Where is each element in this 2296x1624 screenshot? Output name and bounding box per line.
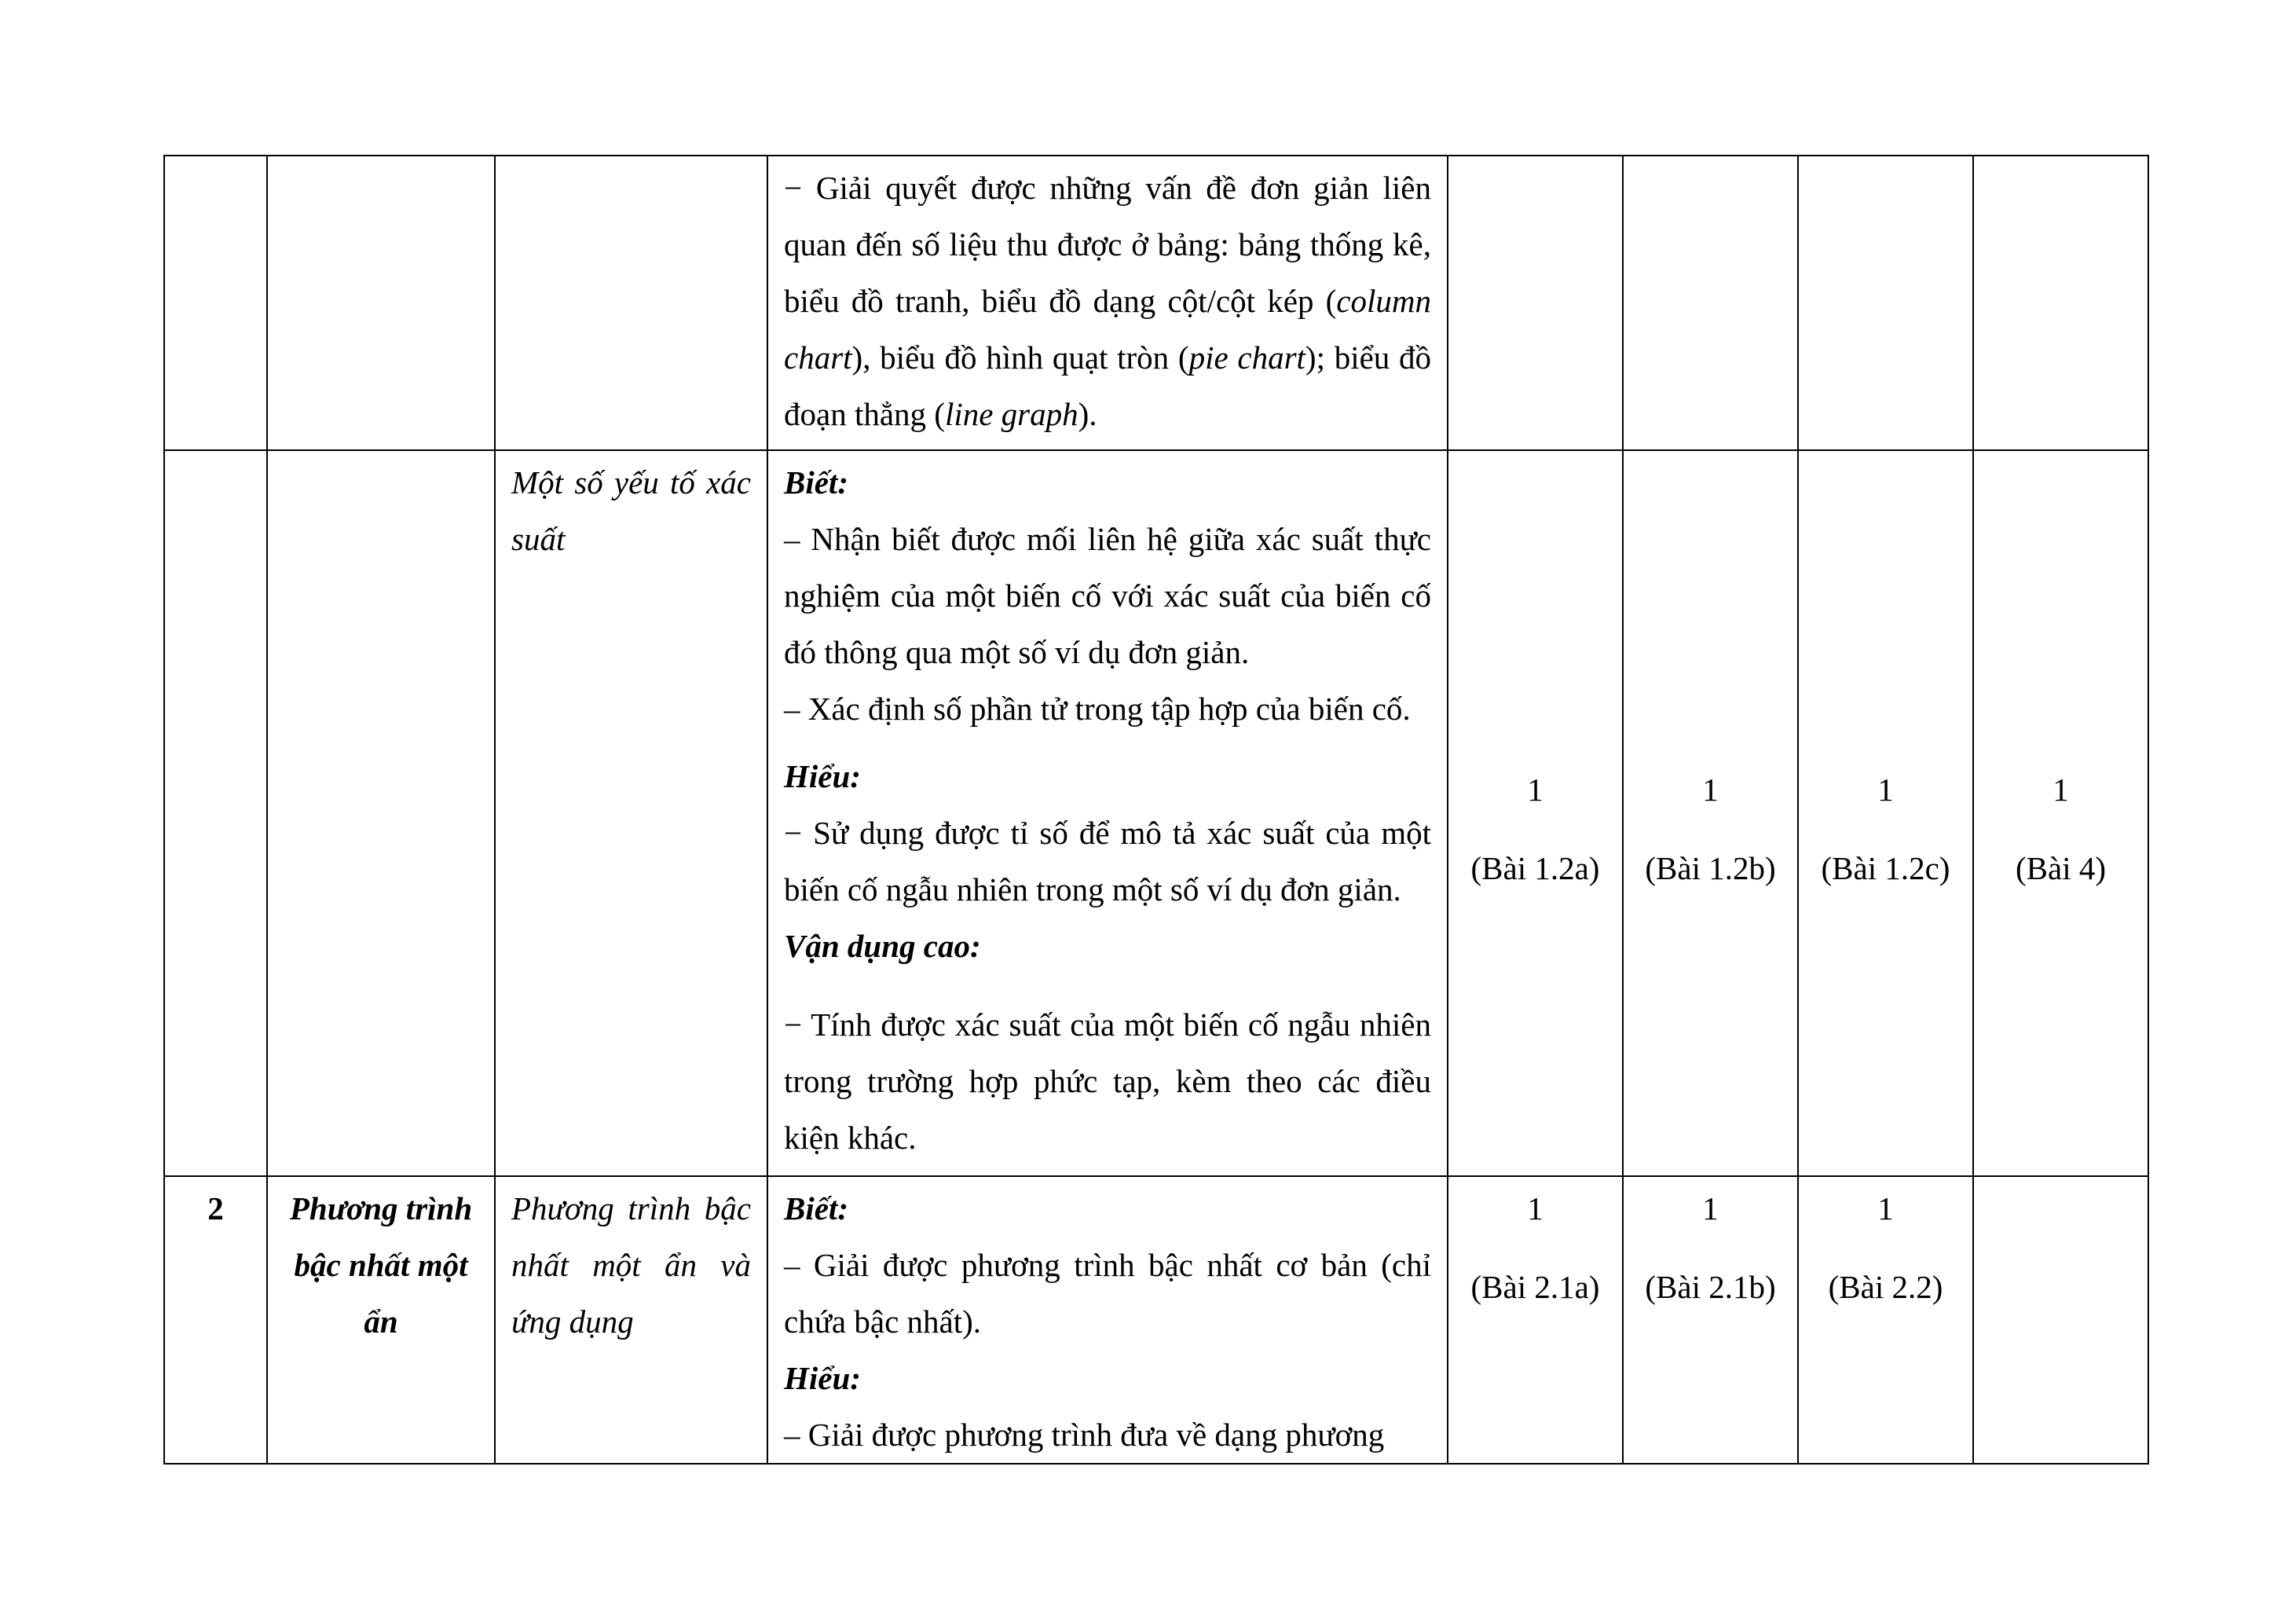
count-cell [1973,450,2148,1176]
stt-cell: 2 [164,1176,267,1464]
question-count: 1 [2052,772,2069,808]
table-row [164,156,2148,450]
description-text: − Sử dụng được tỉ số để mô tả xác suất của một biến cố ngẫu nhiên trong một số ví dụ đơn giản. [784,815,1431,907]
assessment-matrix-table [163,155,2149,1465]
description-text: − Giải quyết được những vấn đề đơn giản liên quan đến số liệu thu được ở bảng: bảng thống kê, biểu đồ tranh, biểu đồ dạng cột/cột kép (column chart), biểu đồ hình quạt tròn (pie chart); biểu đồ đoạn thẳng (line graph). [784,170,1431,432]
question-ref: (Bài 2.1b) [1645,1269,1776,1305]
count-cell [1448,156,1623,450]
description-cell [767,450,1448,1176]
description-text: – Giải được phương trình đưa về dạng phương [784,1417,1385,1453]
topic-cell [267,156,495,450]
description-text: – Nhận biết được mối liên hệ giữa xác suất thực nghiệm của một biến cố với xác suất của biến cố đó thông qua một số ví dụ đơn giản. [784,521,1431,670]
question-count: 1 [1702,772,1719,808]
question-count: 1 [1527,772,1543,808]
stt-cell [164,450,267,1176]
description-cell [767,1176,1448,1464]
table-row [164,450,2148,1176]
count-cell [1973,1176,2148,1464]
question-count: 1 [1877,1190,1894,1226]
description-text: − Tính được xác suất của một biến cố ngẫu nhiên trong trường hợp phức tạp, kèm theo các điều kiện khác. [784,1006,1431,1156]
question-ref: (Bài 2.2) [1828,1269,1943,1305]
unit-cell: Một số yếu tố xác suất [495,450,767,1176]
count-cell [1798,156,1973,450]
question-count: 1 [1527,1190,1543,1226]
question-ref: (Bài 2.1a) [1470,1269,1600,1305]
stt-cell [164,156,267,450]
question-ref: (Bài 1.2c) [1821,850,1950,886]
level-label-understand: Hiểu: [784,1360,861,1396]
level-label-advanced: Vận dụng cao: [784,928,981,964]
description-text: – Xác định số phần tử trong tập hợp của biến cố. [784,691,1411,727]
level-label-understand: Hiểu: [784,758,861,794]
count-cell [1623,156,1798,450]
unit-cell [495,156,767,450]
description-text: – Giải được phương trình bậc nhất cơ bản (chỉ chứa bậc nhất). [784,1247,1431,1340]
count-cell [1448,1176,1623,1464]
level-label-know: Biết: [784,464,848,500]
level-label-know: Biết: [784,1190,848,1226]
question-ref: (Bài 4) [2016,850,2106,886]
question-count: 1 [1702,1190,1719,1226]
topic-cell: Phương trình bậc nhất một ẩn [267,1176,495,1464]
topic-cell [267,450,495,1176]
question-ref: (Bài 1.2a) [1470,850,1600,886]
count-cell [1798,1176,1973,1464]
description-cell [767,156,1448,450]
unit-cell: Phương trình bậc nhất một ẩn và ứng dụng [495,1176,767,1464]
question-count: 1 [1877,772,1894,808]
question-ref: (Bài 1.2b) [1645,850,1776,886]
count-cell [1623,450,1798,1176]
count-cell [1623,1176,1798,1464]
count-cell [1798,450,1973,1176]
count-cell [1973,156,2148,450]
table-row [164,1176,2148,1464]
count-cell [1448,450,1623,1176]
